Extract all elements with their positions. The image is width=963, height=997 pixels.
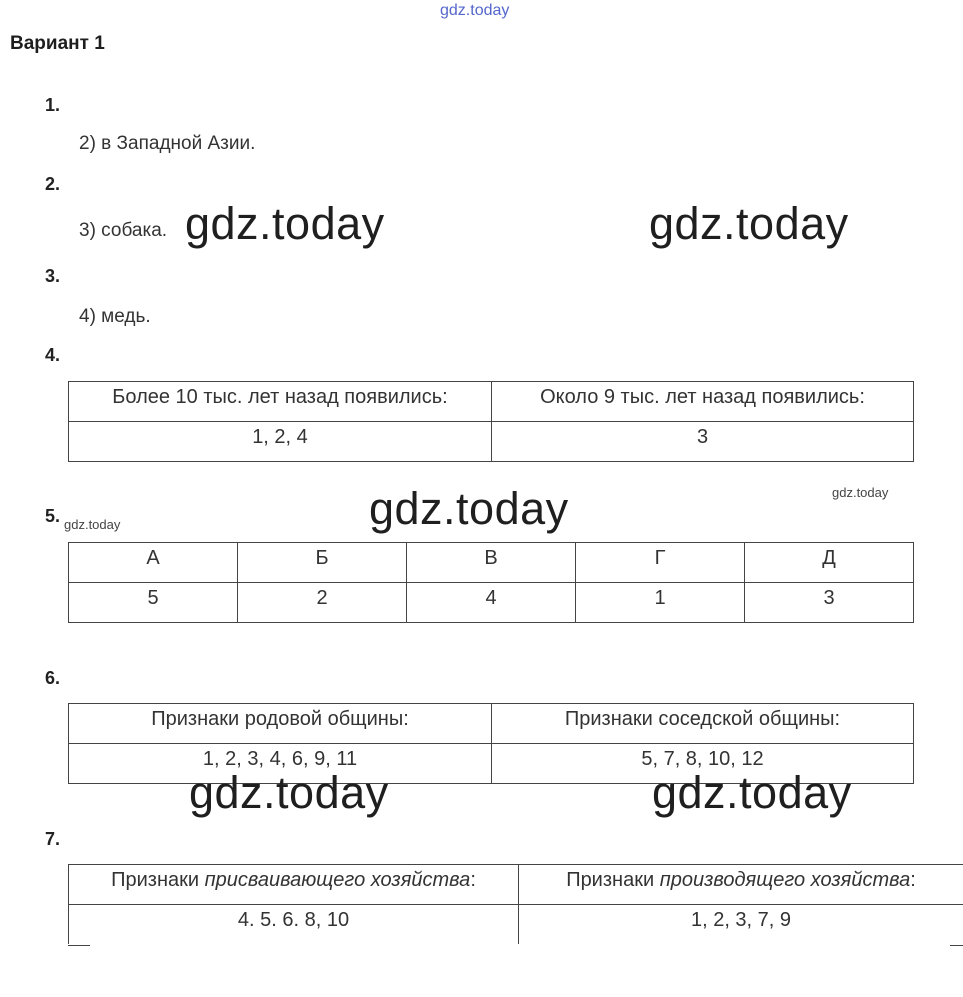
watermark-small: gdz.today <box>832 485 889 500</box>
table-cell: 4. 5. 6. 8, 10 <box>69 905 519 945</box>
question-4-number: 4. <box>45 345 61 365</box>
question-3-answer: 4) медь. <box>79 306 151 327</box>
table-cell: 1, 2, 3, 7, 9 <box>519 905 963 945</box>
table-header-cell: А <box>69 543 238 583</box>
table-header-cell: Г <box>576 543 745 583</box>
header-emphasis: присваивающего хозяйства <box>204 869 471 891</box>
header-emphasis: производящего хозяйства <box>659 869 911 891</box>
table-cell: 3 <box>745 583 914 623</box>
table-cell: 4 <box>407 583 576 623</box>
watermark-small: gdz.today <box>64 517 121 532</box>
table-header-cell: Признаки родовой общины: <box>69 704 492 744</box>
watermark: gdz.today <box>649 198 849 249</box>
table-header-cell: В <box>407 543 576 583</box>
watermark: gdz.today <box>652 767 852 818</box>
question-7-number: 7. <box>45 829 61 849</box>
question-2-number: 2. <box>45 174 61 194</box>
watermark: gdz.today <box>189 767 389 818</box>
table-cell: 5 <box>69 583 238 623</box>
question-3-number: 3. <box>45 266 61 286</box>
table-header-cell <box>519 865 963 905</box>
question-2-answer: 3) собака. <box>79 220 168 241</box>
watermark: gdz.today <box>369 483 569 534</box>
header-suffix: : <box>910 869 916 891</box>
table-cell: 5, 7, 8, 10, 12 <box>492 744 914 784</box>
question-4-table <box>68 381 914 462</box>
header-prefix: Признаки <box>566 869 655 891</box>
table-cell: 1, 2, 3, 4, 6, 9, 11 <box>69 744 492 784</box>
table-header-cell: Более 10 тыс. лет назад появились: <box>69 382 492 422</box>
table-bottom-stub <box>68 945 90 946</box>
table-bottom-stub <box>950 945 963 946</box>
table-cell: 1, 2, 4 <box>69 422 492 462</box>
watermark: gdz.today <box>185 198 385 249</box>
question-5-number: 5. <box>45 506 61 526</box>
question-1-answer: 2) в Западной Азии. <box>79 133 256 154</box>
table-header-cell: Д <box>745 543 914 583</box>
watermark-top: gdz.today <box>440 2 510 19</box>
header-prefix: Признаки <box>111 869 200 891</box>
question-7-table <box>68 864 963 944</box>
table-cell: 3 <box>492 422 914 462</box>
table-header-cell: Около 9 тыс. лет назад появились: <box>492 382 914 422</box>
page-title: Вариант 1 <box>10 33 105 54</box>
table-header-cell: Б <box>238 543 407 583</box>
header-suffix: : <box>470 869 476 891</box>
table-cell: 1 <box>576 583 745 623</box>
table-cell: 2 <box>238 583 407 623</box>
question-6-number: 6. <box>45 668 61 688</box>
table-header-cell <box>69 865 519 905</box>
table-header-cell: Признаки соседской общины: <box>492 704 914 744</box>
question-5-table <box>68 542 914 623</box>
question-1-number: 1. <box>45 95 61 115</box>
